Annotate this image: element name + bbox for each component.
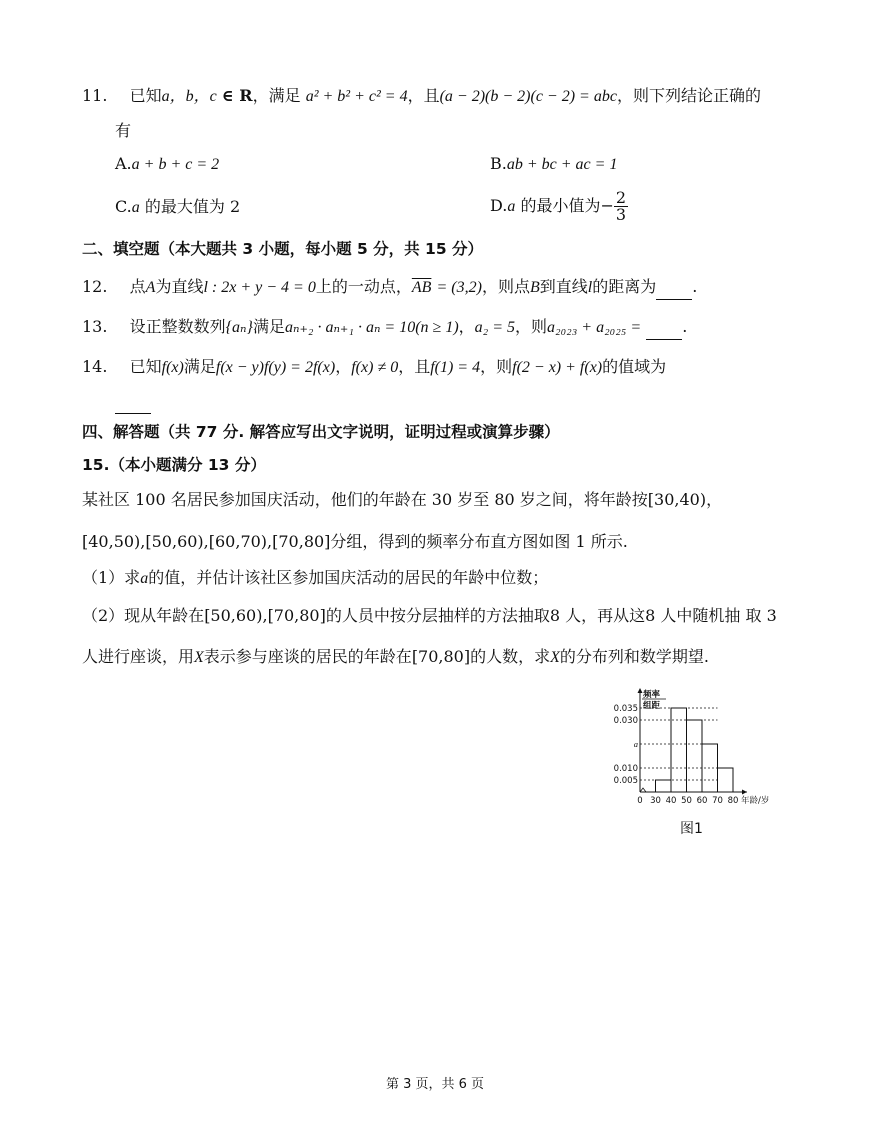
q15-sub3-d: 的分布列和数学期望. — [559, 647, 709, 666]
y-tick-label: 0.035 — [613, 704, 638, 714]
q11-option-d-fraction — [614, 190, 628, 223]
q11-option-c — [115, 195, 240, 220]
q15-line1 — [82, 488, 722, 512]
frequency-histogram — [598, 684, 803, 812]
x-tick-label: 50 — [681, 796, 692, 806]
q15-sub1-lead: （1）求 — [82, 568, 141, 587]
q14-t3: ， — [335, 357, 352, 376]
q15-heading: 15.（本小题满分 13 分） — [82, 456, 266, 474]
q13-relation: aₙ₊₂ · aₙ₊₁ · aₙ = 10(n ≥ 1) — [284, 319, 459, 336]
q12-number: 12. — [82, 277, 108, 296]
q11-option-d — [490, 184, 628, 229]
q14-expression: f(2 − x) + f(x) — [512, 359, 603, 376]
q15-groups: [40,50),[50,60),[60,70),[70,80] — [82, 532, 331, 551]
y-tick-label: 0.005 — [613, 776, 638, 786]
q15-sub2-cont — [82, 645, 709, 670]
q15-sub3-group: [70,80] — [411, 647, 471, 666]
q11-line2 — [115, 119, 131, 143]
q15-line2 — [82, 530, 628, 554]
histogram-bar — [671, 708, 687, 792]
y-axis-label-bottom: 组距 — [643, 701, 661, 711]
q15-sub1 — [82, 566, 548, 591]
histogram-bar — [687, 720, 703, 792]
q13-a2: a₂ = 5 — [474, 319, 516, 336]
q11-option-b-expr: ab + bc + ac = 1 — [506, 156, 618, 173]
q15-sub3-b: 表示参与座谈的居民的年龄在 — [203, 647, 412, 666]
q11-stem-e: 有 — [115, 121, 132, 140]
q13-t3: ， — [458, 317, 475, 336]
q11-option-a-expr: a + b + c = 2 — [131, 156, 220, 173]
q13-sequence: {aₙ} — [225, 319, 253, 336]
q14-t4: ，且 — [398, 357, 431, 376]
y-tick-label: 0.010 — [613, 764, 638, 774]
q13-end: . — [682, 317, 688, 336]
q15-var-x: X — [194, 649, 204, 666]
q15-sub3-a: 人进行座谈，用 — [82, 647, 195, 666]
q11-stem-b: ，满足 — [252, 86, 301, 105]
q15-sub1-var: a — [140, 570, 149, 587]
q12-line-l: l — [587, 279, 593, 296]
q11-option-d-text: 的最小值为 — [520, 196, 601, 215]
q12-point-b: B — [529, 279, 540, 296]
x-tick-label: 30 — [650, 796, 661, 806]
q12-t3: 上的一动点， — [315, 277, 412, 296]
q11-option-d-sign: − — [600, 196, 614, 215]
q11-stem-a: 已知 — [129, 86, 162, 105]
y-axis-label-top: 频率 — [643, 690, 661, 700]
q12-vector: $\overline{AB}$ — [411, 279, 432, 296]
q15-sub3-c: 的人数，求 — [470, 647, 551, 666]
q14-fx: f(x) — [161, 359, 184, 376]
q11-cond2: (a − 2)(b − 2)(c − 2) = abc — [439, 88, 617, 105]
q14-answer-blank[interactable] — [115, 397, 151, 414]
page-footer: 第 3 页，共 6 页 — [385, 1077, 485, 1092]
q15-p2: 分组，得到的频率分布直方图如图 1 所示. — [330, 532, 628, 551]
q13-answer-blank[interactable] — [646, 323, 682, 340]
histogram-bar — [656, 780, 672, 792]
x-tick-label: 60 — [696, 796, 708, 806]
q12-t5: 到直线 — [539, 277, 588, 296]
q15-sub2-mid: 的人员中按分层抽样的方法抽取8 人，再从这8 人中随机抽 — [325, 606, 741, 625]
q14-f1: f(1) = 4 — [430, 359, 481, 376]
q14-t6: 的值域为 — [602, 357, 667, 376]
q11-option-d-numerator: 2 — [615, 188, 627, 207]
q13-t2: 满足 — [252, 317, 285, 336]
q15-sub2-groups: [50,60),[70,80] — [204, 606, 326, 625]
q12-vector-value: = (3,2) — [436, 279, 482, 296]
q14-nonzero: f(x) ≠ 0 — [351, 359, 399, 376]
q14-t2: 满足 — [183, 357, 216, 376]
q13-ask: a₂₀₂₃ + a₂₀₂₅ = — [547, 319, 642, 336]
x-origin-label: 0 — [637, 796, 643, 806]
q15-group1: [30,40) — [647, 490, 707, 509]
q11-in-set: ∈ R — [221, 86, 253, 105]
section-answer-heading: 四、解答题（共 77 分. 解答应写出文字说明，证明过程或演算步骤） — [82, 423, 560, 441]
q13-line — [82, 315, 687, 340]
q15-p1-end: ， — [706, 490, 723, 509]
q11-line1 — [82, 84, 761, 109]
q14-t1: 已知 — [129, 357, 162, 376]
q13-t1: 设正整数数列 — [129, 317, 226, 336]
q12-answer-blank[interactable] — [656, 283, 692, 300]
q15-var-x-2: X — [550, 649, 560, 666]
x-axis-label: 年龄/岁 — [741, 796, 770, 806]
q12-t6: 的距离为 — [592, 277, 657, 296]
q11-option-b-label: B. — [490, 154, 507, 173]
q14-equation: f(x − y)f(y) = 2f(x) — [215, 359, 336, 376]
q11-stem-d: ，则下列结论正确的 — [616, 86, 761, 105]
q11-number: 11. — [82, 86, 108, 105]
q11-option-a-label: A. — [115, 154, 132, 173]
q12-end: . — [692, 277, 698, 296]
q15-p1: 某社区 100 名居民参加国庆活动，他们的年龄在 30 岁至 80 岁之间，将年龄按 — [82, 490, 648, 509]
q11-option-d-var: a — [507, 198, 516, 215]
y-axis-arrow — [638, 688, 643, 693]
q13-t4: ，则 — [515, 317, 548, 336]
q12-t1: 点 — [129, 277, 146, 296]
x-tick-label: 70 — [712, 796, 723, 806]
q11-cond1: a² + b² + c² = 4 — [305, 88, 408, 105]
y-tick-label: a — [633, 739, 638, 749]
figure-caption: 图1 — [680, 821, 703, 837]
q11-option-b — [490, 152, 617, 177]
q11-option-c-var: a — [131, 199, 140, 216]
q11-option-d-denominator: 3 — [615, 205, 627, 224]
q14-number: 14. — [82, 357, 108, 376]
q15-sub2-end: 取 3 — [745, 606, 777, 625]
q12-line — [82, 275, 697, 300]
q13-number: 13. — [82, 317, 108, 336]
x-axis-arrow — [742, 790, 747, 795]
q11-vars: a，b，c — [161, 88, 217, 105]
q11-option-c-text: 的最大值为 2 — [144, 197, 241, 216]
q12-t4: ，则点 — [481, 277, 530, 296]
section-fill-in-heading: 二、填空题（本大题共 3 小题，每小题 5 分，共 15 分） — [82, 240, 484, 258]
histogram-bar — [718, 768, 734, 792]
x-tick-label: 80 — [727, 796, 739, 806]
q15-sub2-lead: （2）现从年龄在 — [82, 606, 205, 625]
q12-t2: 为直线 — [155, 277, 204, 296]
q11-option-d-label: D. — [490, 196, 508, 215]
axis-break-mark — [640, 788, 646, 792]
q14-t5: ，则 — [480, 357, 513, 376]
q11-stem-c: ，且 — [407, 86, 440, 105]
q11-option-a — [115, 152, 219, 177]
y-tick-label: 0.030 — [613, 716, 638, 726]
q12-line-equation: l : 2x + y − 4 = 0 — [203, 279, 316, 296]
q15-sub2 — [82, 604, 777, 628]
q12-point-a: A — [145, 279, 156, 296]
q15-sub1-text: 的值，并估计该社区参加国庆活动的居民的年龄中位数； — [148, 568, 549, 587]
q14-line1 — [82, 355, 666, 380]
x-tick-label: 40 — [665, 796, 677, 806]
q14-line2 — [115, 390, 151, 414]
q11-option-c-label: C. — [115, 197, 132, 216]
